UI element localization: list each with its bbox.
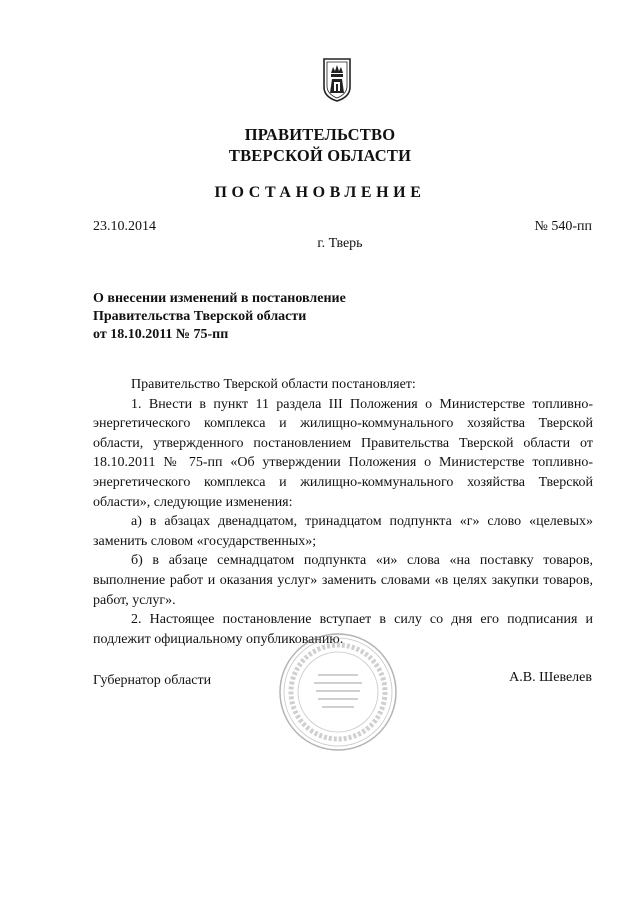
government-title-line1: ПРАВИТЕЛЬСТВО [244, 125, 396, 144]
government-title-line2: ТВЕРСКОЙ ОБЛАСТИ [228, 146, 412, 165]
government-title [0, 124, 640, 166]
body-paragraph-item1: 1. Внести в пункт 11 раздела III Положения о Министерстве топливно-энергетического комплекса и жилищно-коммунального хозяйства Тверской области, утвержденного постановлением Правительства Тверской области от 18.10.2011 № 75-пп «Об утверждении Положения о Министерстве топливно-энергетического комплекса и жилищно-коммунального хозяйства Тверской области», следующие изменения: [93, 396, 593, 510]
body-paragraph-item2: 2. Настоящее постановление вступает в силу со дня его подписания и подлежит официальному опубликованию. [93, 612, 593, 647]
signatory-name: А.В. Шевелев [509, 670, 592, 685]
document-city: г. Тверь [317, 236, 363, 251]
document-date: 23.10.2014 [93, 219, 156, 234]
subject-line1: О внесении изменений в постановление [93, 291, 346, 306]
body-paragraph-item1b: б) в абзаце семнадцатом подпункта «и» слова «на поставку товаров, выполнение работ и оказания услуг» заменить словами «в целях закупки товаров, работ, услуг». [93, 553, 593, 608]
subject-line2: Правительства Тверской области [93, 309, 307, 324]
subject-line3: от 18.10.2011 № 75-пп [93, 327, 229, 342]
document-type: ПОСТАНОВЛЕНИЕ [214, 184, 426, 201]
official-seal-icon [276, 630, 400, 754]
body-paragraph-intro: Правительство Тверской области постановляет: [131, 377, 416, 392]
document-body [93, 375, 593, 649]
signatory-title: Губернатор области [93, 673, 212, 688]
tver-coat-of-arms-icon [322, 57, 352, 102]
document-number: № 540-пп [534, 219, 592, 234]
body-paragraph-item1a: а) в абзацах двенадцатом, тринадцатом подпункта «г» слово «целевых» заменить словом «государственных»; [93, 514, 593, 549]
document-subject [93, 290, 346, 344]
